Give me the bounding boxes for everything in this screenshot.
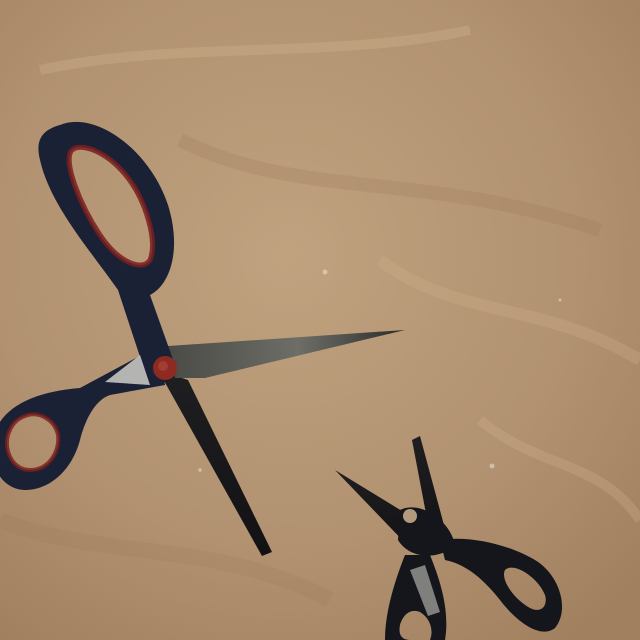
small-scissors-pivot xyxy=(403,509,417,523)
